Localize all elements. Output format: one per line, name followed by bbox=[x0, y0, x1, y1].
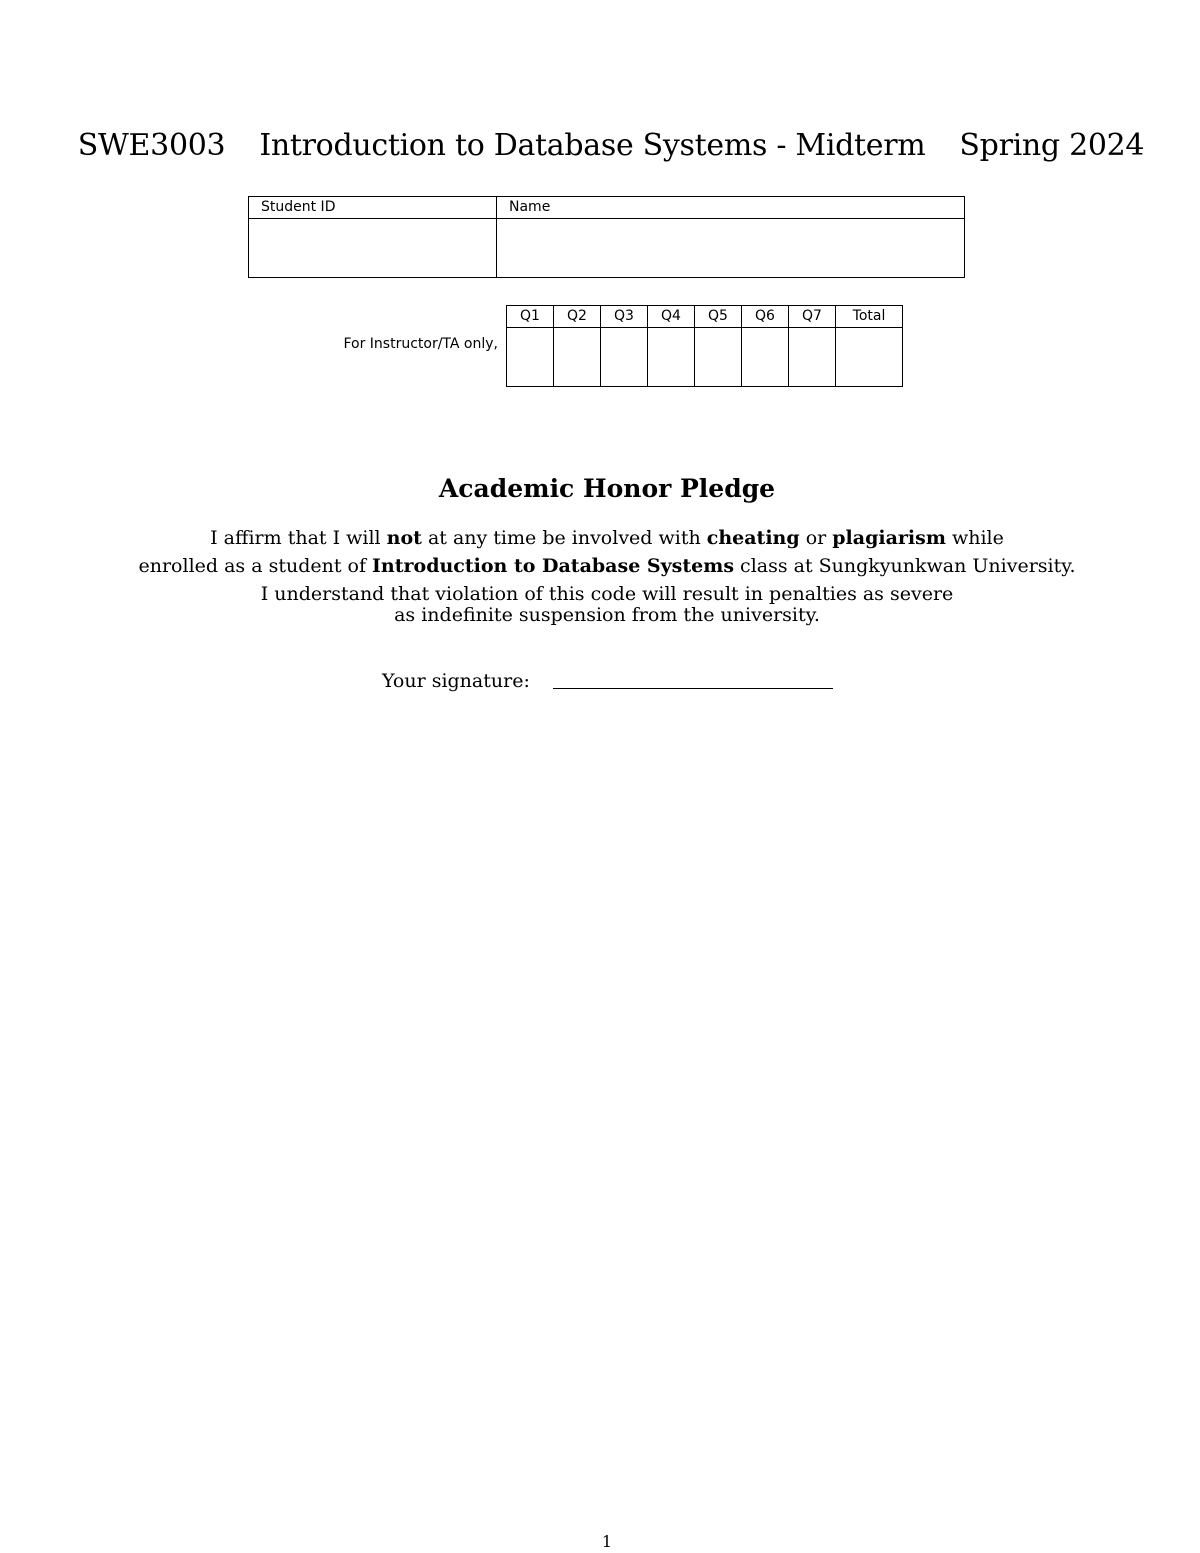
instructor-label: For Instructor/TA only, bbox=[343, 336, 498, 352]
score-header-q3: Q3 bbox=[601, 306, 648, 328]
score-cell-q1[interactable] bbox=[507, 328, 554, 387]
pledge-text: enrolled as a student of bbox=[138, 555, 373, 577]
score-header-q2: Q2 bbox=[554, 306, 601, 328]
score-header-q6: Q6 bbox=[742, 306, 789, 328]
student-id-header: Student ID bbox=[249, 197, 497, 219]
score-cell-q4[interactable] bbox=[648, 328, 695, 387]
signature-line[interactable] bbox=[553, 688, 833, 689]
pledge-line-4: as indefinite suspension from the university. bbox=[394, 604, 820, 626]
pledge-line-2 bbox=[0, 555, 1200, 577]
student-info-table bbox=[248, 196, 965, 278]
score-cell-q7[interactable] bbox=[789, 328, 836, 387]
pledge-text: while bbox=[945, 527, 1004, 549]
pledge-emphasis-course: Introduction to Database Systems bbox=[372, 555, 735, 577]
score-cell-q2[interactable] bbox=[554, 328, 601, 387]
score-cell-q5[interactable] bbox=[695, 328, 742, 387]
pledge-text: at any time be involved with bbox=[421, 527, 707, 549]
score-header-q1: Q1 bbox=[507, 306, 554, 328]
score-header-q4: Q4 bbox=[648, 306, 695, 328]
pledge-line-3: I understand that violation of this code will result in penalties as severe bbox=[260, 583, 954, 605]
course-title: Introduction to Database Systems - Midterm bbox=[259, 128, 926, 163]
pledge-title: Academic Honor Pledge bbox=[438, 474, 776, 503]
pledge-emphasis-plagiarism: plagiarism bbox=[832, 527, 946, 549]
score-header-total: Total bbox=[836, 306, 903, 328]
score-table bbox=[506, 305, 903, 387]
name-header: Name bbox=[497, 197, 965, 219]
name-field[interactable] bbox=[497, 219, 965, 278]
score-cell-total[interactable] bbox=[836, 328, 903, 387]
student-id-field[interactable] bbox=[249, 219, 497, 278]
score-cell-q6[interactable] bbox=[742, 328, 789, 387]
score-header-q7: Q7 bbox=[789, 306, 836, 328]
pledge-line-1 bbox=[0, 527, 1200, 549]
page-number: 1 bbox=[601, 1532, 613, 1551]
pledge-emphasis-cheating: cheating bbox=[706, 527, 800, 549]
pledge-text: or bbox=[799, 527, 833, 549]
score-header-q5: Q5 bbox=[695, 306, 742, 328]
course-code: SWE3003 bbox=[77, 128, 226, 163]
page-title bbox=[0, 128, 1200, 163]
pledge-text: class at Sungkyunkwan University. bbox=[734, 555, 1076, 577]
signature-label: Your signature: bbox=[382, 670, 530, 692]
term: Spring 2024 bbox=[959, 128, 1145, 163]
pledge-text: I affirm that I will bbox=[210, 527, 387, 549]
score-cell-q3[interactable] bbox=[601, 328, 648, 387]
pledge-emphasis-not: not bbox=[386, 527, 422, 549]
